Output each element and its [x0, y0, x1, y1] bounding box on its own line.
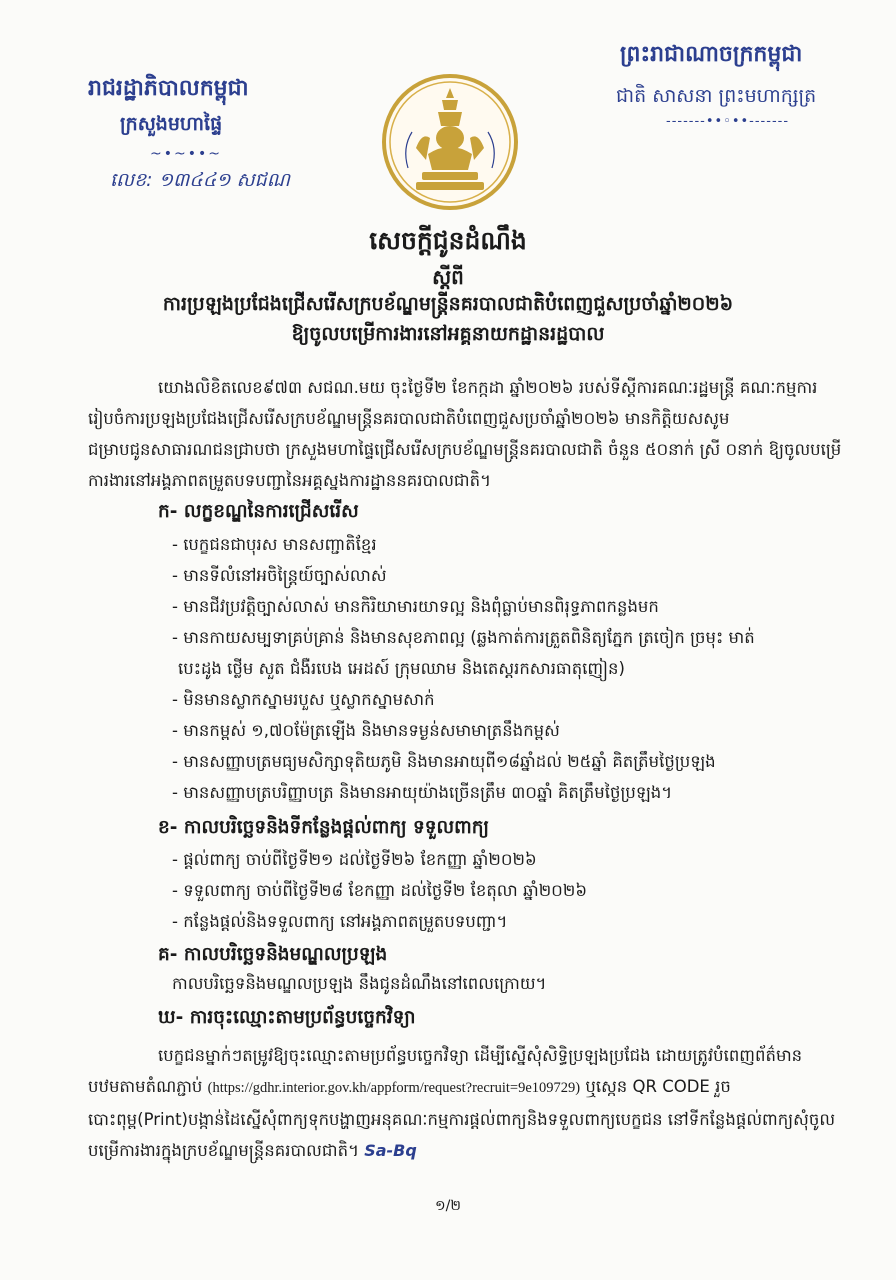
registration-text-start: បេក្ខជនម្នាក់ៗតម្រូវឱ្យចុះឈ្មោះតាមប្រព័ន្ធបច្ចេកវិទ្យា ដើម្បីស្នើសុំសិទ្ធិប្រឡងប្រជែង ដោយត្រូវបំពេញព័ត៌មានបឋមតាមតំណភ្ជាប់: [88, 1046, 803, 1096]
list-item: - កន្លែងផ្តល់និងទទួលពាក្យ នៅអង្គភាពតម្រួតបទបញ្ជា។: [172, 912, 508, 931]
kingdom-title: ព្រះរាជាណាចក្រកម្ពុជា: [620, 42, 803, 67]
list-item: - បេក្ខជនជាបុរស មានសញ្ជាតិខ្មែរ: [172, 535, 377, 554]
initial-signature: Sa-Bq: [364, 1141, 417, 1160]
ornament-right: -------••◦••-------: [666, 114, 790, 129]
page-number: ១/២: [435, 1198, 461, 1214]
ministry-name: រាជរដ្ឋាភិបាលកម្ពុជា: [88, 76, 249, 101]
reference-number: លេខ: ១៣៤៤១ សជណ: [110, 169, 290, 191]
list-item: - មានសញ្ញាបត្របរិញ្ញាបត្រ និងមានអាយុយ៉ាងច្រើនត្រឹម ៣០ឆ្នាំ គិតត្រឹមថ្ងៃប្រឡង។: [172, 783, 673, 802]
list-item: - មានសញ្ញាបត្រមធ្យមសិក្សាទុតិយភូមិ និងមានអាយុពី១៨ឆ្នាំដល់ ២៥ឆ្នាំ គិតត្រឹមថ្ងៃប្រឡង: [172, 752, 716, 771]
registration-text-end: ឬស្កេន QR CODE រួចបោះពុម្ព(Print)បង្កាន់ដៃស្នើសុំពាក្យទុកបង្ហាញអនុគណៈកម្មការផ្តល់ពាក្យនិងទទួលពាក្យបេក្ខជន នៅទីកន្លែងផ្តល់ពាក្យសុំចូលបម្រើការងារក្នុងក្របខ័ណ្ឌមន្ត្រីនគរបាលជាតិ។: [88, 1077, 836, 1160]
section-kho-heading: ឃ- ការចុះឈ្មោះតាមប្រព័ន្ធបច្ចេកវិទ្យា: [158, 1007, 416, 1028]
notice-subject-line1: ការប្រឡងប្រជែងជ្រើសរើសក្របខ័ណ្ឌមន្ត្រីនគរបាលជាតិបំពេញជួសប្រចាំឆ្នាំ២០២៦: [162, 293, 734, 315]
ministry-emblem-icon: [380, 72, 520, 212]
intro-paragraph: យោងលិខិតលេខ៩៧៣ សជណ.មយ ចុះថ្ងៃទី២ ខែកក្កដា ឆ្នាំ២០២៦ របស់ទីស្តីការគណៈរដ្ឋមន្ត្រី គណៈកម្មការរៀបចំការប្រឡងប្រជែងជ្រើសរើសក្របខ័ណ្ឌមន្ត្រីនគរបាលជាតិបំពេញជួសប្រចាំឆ្នាំ២០២៦ មានកិត្តិយសសូមជម្រាបជូនសាធារណជនជ្រាបថា ក្រសួងមហាផ្ទៃជ្រើសរើសក្របខ័ណ្ឌមន្ត្រីនគរបាលជាតិ ចំនួន ៥០នាក់ ស្រី ០នាក់ ឱ្យចូលបម្រើការងារនៅអង្គភាពតម្រួតបទបញ្ជានៃអគ្គស្នងការដ្ឋាននគរបាលជាតិ។: [88, 378, 842, 490]
list-item: - មានជីវប្រវត្តិច្បាស់លាស់ មានកិរិយាមារយាទល្អ និងពុំធ្លាប់មានពិរុទ្ធភាពកន្លងមក: [172, 597, 659, 616]
ornament-left: ~•~••~: [150, 146, 222, 162]
section-ka-heading: ក- លក្ខខណ្ឌនៃការជ្រើសរើស: [158, 501, 359, 522]
notice-subject-label: ស្តីពី: [432, 265, 464, 289]
ministry-subtitle: ក្រសួងមហាផ្ទៃ: [120, 113, 223, 135]
list-item: - ផ្តល់ពាក្យ ចាប់ពីថ្ងៃទី២១ ដល់ថ្ងៃទី២៦ ខែកញ្ញា ឆ្នាំ២០២៦: [172, 850, 537, 869]
section-kha-heading: ខ- កាលបរិច្ឆេទនិងទីកន្លែងផ្តល់ពាក្យ ទទួលពាក្យ: [158, 817, 490, 838]
registration-link[interactable]: (https://gdhr.interior.gov.kh/appform/request?recruit=9e109729): [207, 1080, 581, 1096]
national-motto: ជាតិ សាសនា ព្រះមហាក្សត្រ: [616, 85, 817, 107]
list-item: - មានកាយសម្បទាគ្រប់គ្រាន់ និងមានសុខភាពល្អ (ឆ្លងកាត់ការត្រួតពិនិត្យភ្នែក ត្រចៀក ច្រមុះ មាត់: [172, 628, 755, 647]
notice-subject-line2: ឱ្យចូលបម្រើការងារនៅអគ្គនាយកដ្ឋានរដ្ឋបាល: [291, 323, 605, 345]
list-item-continuation: បេះដូង ថ្លើម សួត ជំងឺរបេង អេដស៍ ក្រុមឈាម និងតេស្តរកសារធាតុញៀន): [178, 659, 625, 678]
notice-title: សេចក្តីជូនដំណឹង: [369, 226, 527, 255]
section-ko-heading: គ- កាលបរិច្ឆេទនិងមណ្ឌលប្រឡង: [158, 944, 388, 965]
list-item: - មិនមានស្លាកស្នាមរបួស ឬស្លាកស្នាមសាក់: [172, 690, 435, 709]
list-item: - មានទីលំនៅអចិន្ត្រៃយ៍ច្បាស់លាស់: [172, 566, 387, 585]
section-ko-text: កាលបរិច្ឆេទនិងមណ្ឌលប្រឡង នឹងជូនដំណឹងនៅពេលក្រោយ។: [172, 974, 547, 993]
list-item: - មានកម្ពស់ ១,៧០ម៉ែត្រឡើង និងមានទម្ងន់សមាមាត្រនឹងកម្ពស់: [172, 721, 560, 740]
list-item: - ទទួលពាក្យ ចាប់ពីថ្ងៃទី២៨ ខែកញ្ញា ដល់ថ្ងៃទី២ ខែតុលា ឆ្នាំ២០២៦: [172, 881, 588, 900]
registration-paragraph: [88, 1040, 840, 1166]
